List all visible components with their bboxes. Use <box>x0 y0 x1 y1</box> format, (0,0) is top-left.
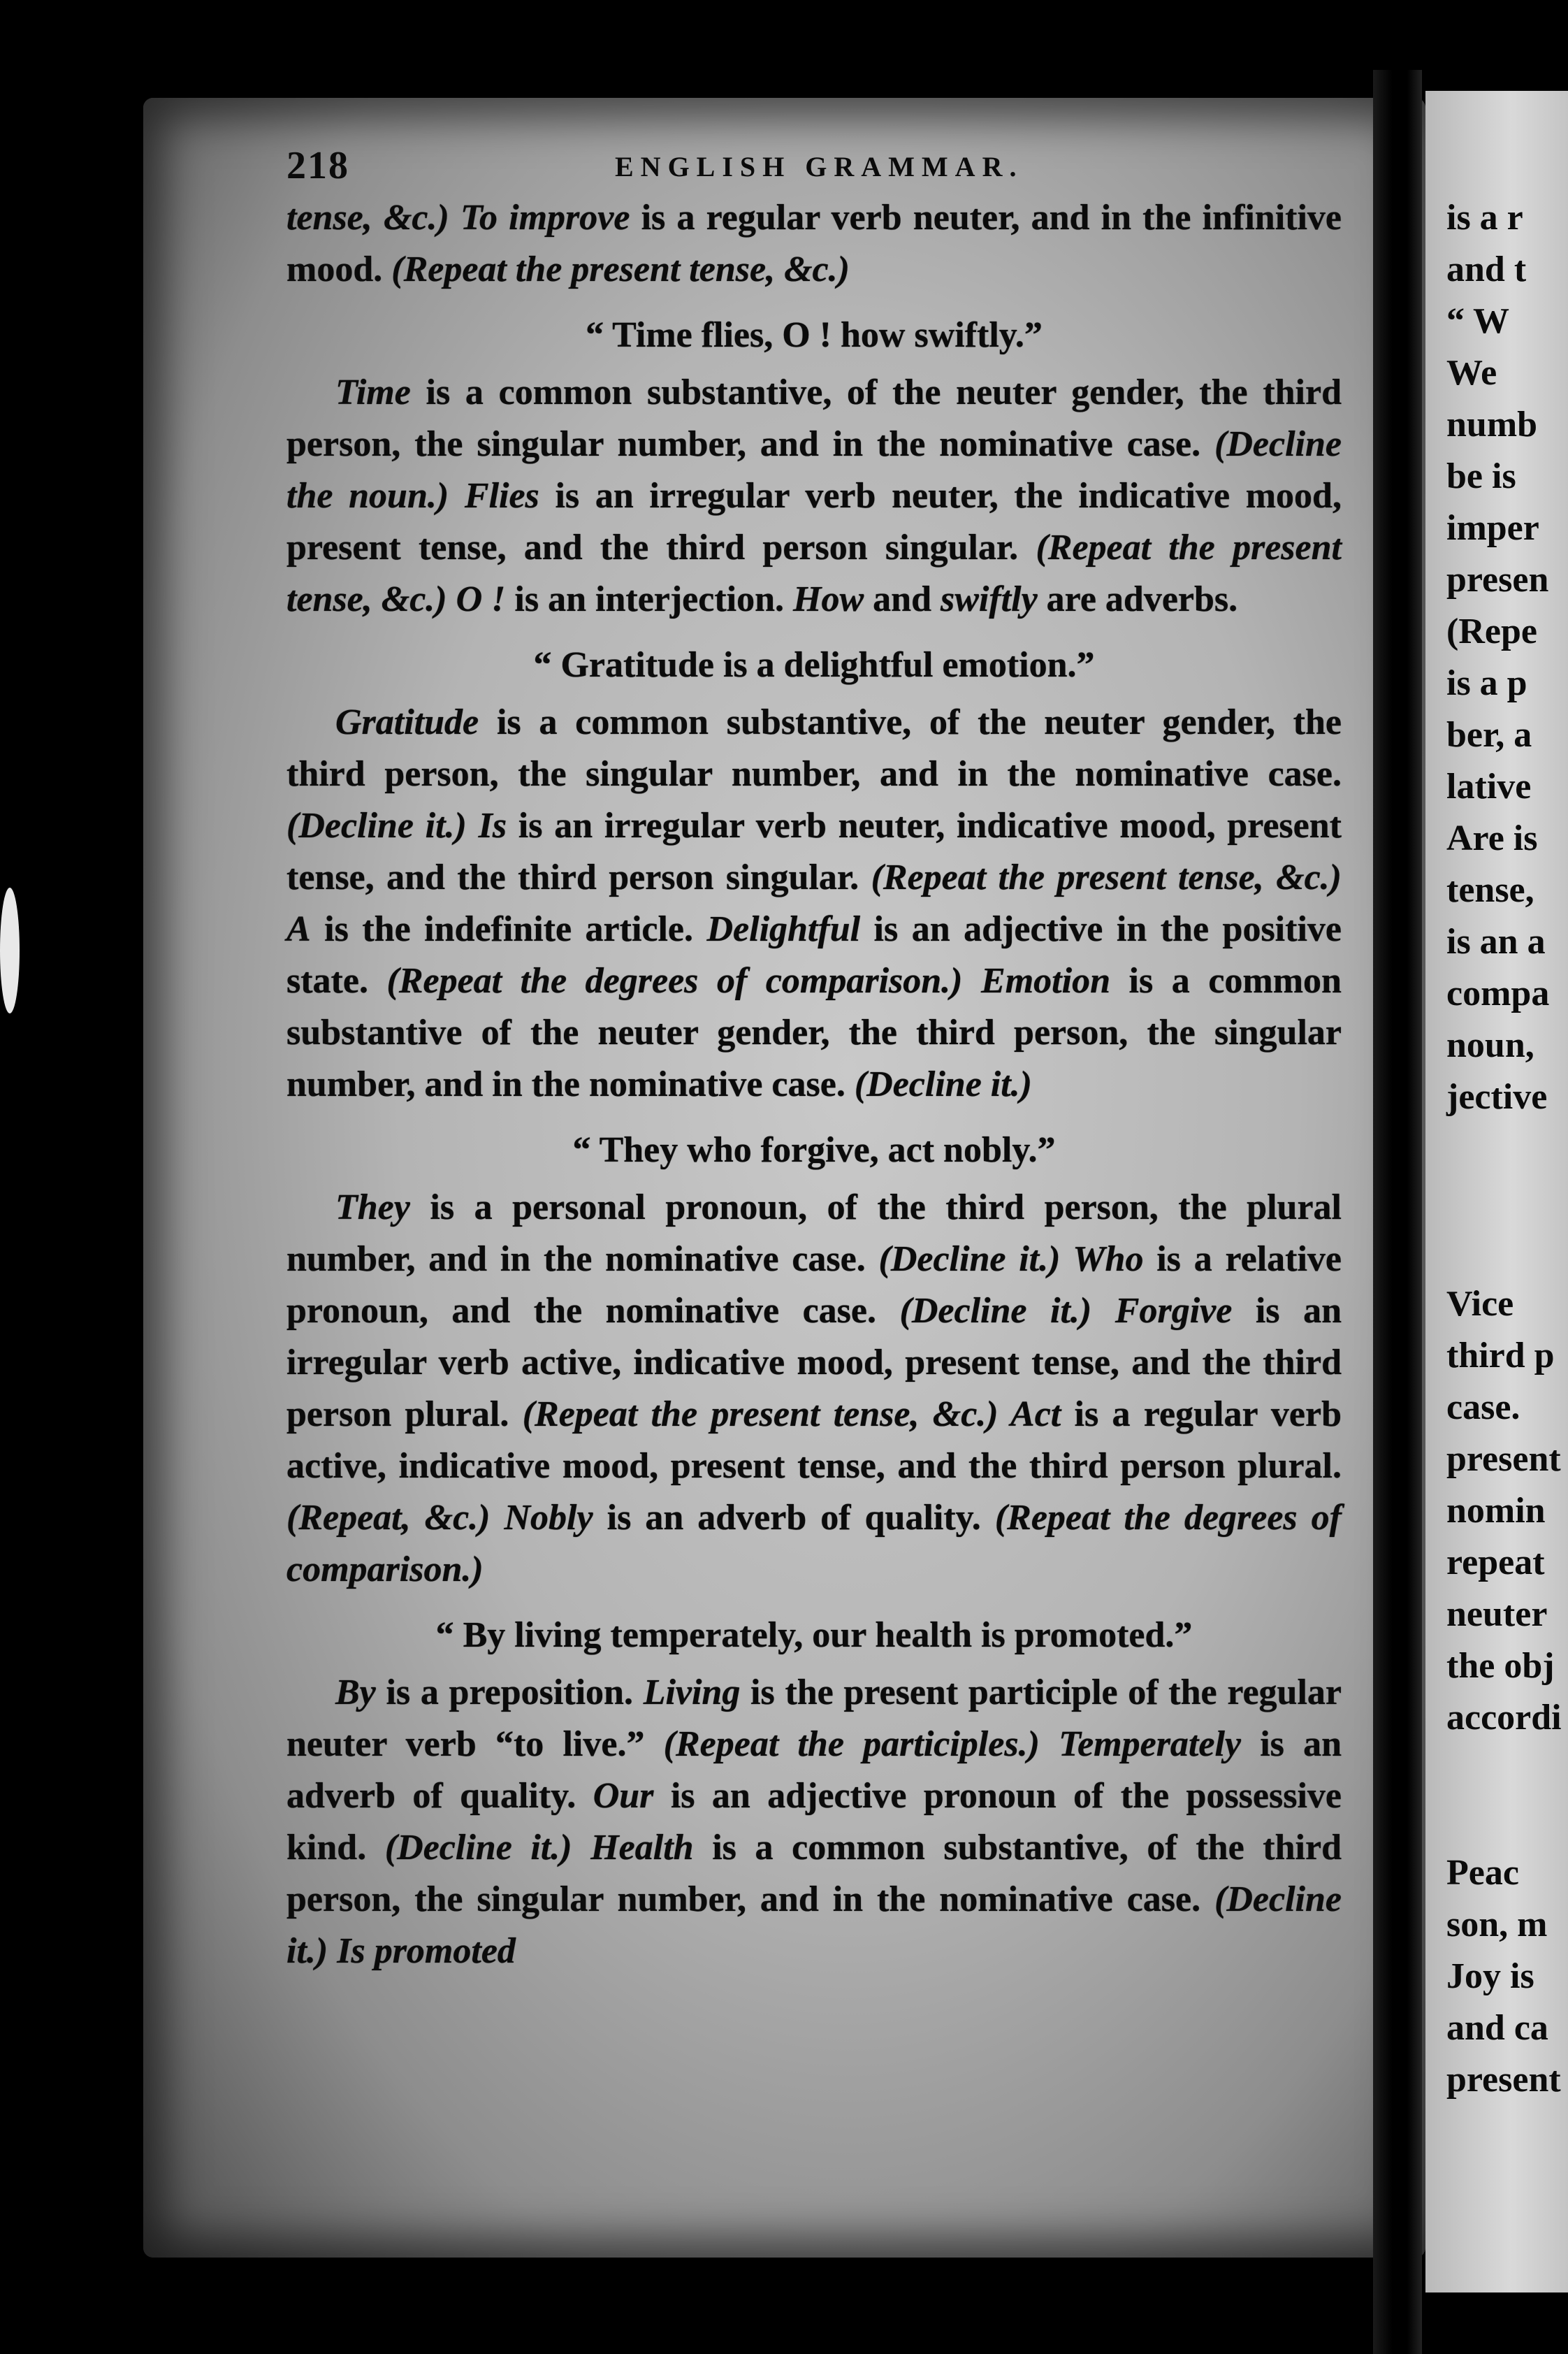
right-page-line: be is <box>1446 456 1516 496</box>
right-page-line: Joy is <box>1446 1956 1534 1996</box>
italic-text: Living <box>643 1673 741 1712</box>
scan-border <box>0 0 1568 105</box>
right-page-line: We <box>1446 353 1497 393</box>
italic-text: tense, &c.) <box>286 198 449 238</box>
right-page-line: third p <box>1446 1336 1555 1375</box>
right-page-line: present <box>1446 1439 1561 1479</box>
right-page-line: compa <box>1446 974 1550 1013</box>
body-text: and <box>864 579 941 619</box>
example-sentence: “ By living temperately, our health is promoted.” <box>435 1615 1193 1655</box>
right-page-line <box>1446 1227 1568 1278</box>
right-page-line: is a r <box>1446 198 1523 238</box>
body-text: is a relative pronoun, and the nominative case. <box>286 1239 1342 1331</box>
right-page-line: jective <box>1446 1077 1548 1117</box>
book-gutter <box>1373 70 1422 2354</box>
italic-text: Is promoted <box>328 1931 516 1971</box>
right-page-line: the obj <box>1446 1646 1555 1686</box>
right-page-line: and ca <box>1446 2008 1548 2048</box>
right-page-line: tense, <box>1446 870 1534 910</box>
page-body <box>286 192 1342 1977</box>
paragraph-continuation <box>286 192 1342 296</box>
italic-text: Time <box>335 373 411 412</box>
right-page-line: case. <box>1446 1387 1520 1427</box>
body-text: is a regular verb active, indicative mood, present tense, and the third person plural. <box>286 1394 1342 1486</box>
right-page-line: son, m <box>1446 1905 1548 1944</box>
page-number: 218 <box>286 144 349 187</box>
example-sentence: “ Gratitude is a delightful emotion.” <box>533 645 1095 685</box>
page-header <box>286 143 1356 192</box>
body-text: is a regular verb neuter, and in the infinitive mood. <box>286 198 1342 289</box>
italic-text: By <box>335 1673 376 1712</box>
right-page-line: neuter <box>1446 1594 1548 1634</box>
italic-text: They <box>335 1187 410 1227</box>
italic-text: To improve <box>449 198 630 238</box>
italic-text: (Decline it.) <box>286 1879 1342 1971</box>
right-page-line: nomin <box>1446 1491 1546 1531</box>
italic-text: Forgive <box>1091 1291 1233 1331</box>
body-text: is an adverb of quality. <box>593 1498 995 1538</box>
right-page-text-fragments <box>1446 192 1568 2106</box>
italic-text: O ! <box>447 579 506 619</box>
right-page-line: numb <box>1446 405 1538 445</box>
right-page-line: accordi <box>1446 1698 1562 1738</box>
body-text: is the present participle of the regular neuter verb “to live.” <box>286 1673 1342 1764</box>
body-text: is the indefinite article. <box>310 909 707 949</box>
paper-stain <box>0 888 20 1013</box>
right-page-line: ber, a <box>1446 715 1532 755</box>
right-page-line: and t <box>1446 250 1527 289</box>
body-text: is a common substantive, of the neuter gender, the third person, the singular number, and in the nominative case. <box>286 373 1342 464</box>
italic-text: Nobly <box>490 1498 593 1538</box>
italic-text: (Repeat the present tense, &c.) <box>286 528 1342 619</box>
italic-text: (Repeat the present tense, &c.) <box>871 858 1342 897</box>
body-text: is a preposition. <box>375 1673 644 1712</box>
body-text: is an irregular verb active, indicative mood, present tense, and the third person plural. <box>286 1291 1342 1434</box>
body-text: is a common substantive, of the neuter gender, the third person, the singular number, and in the nominative case. <box>286 702 1342 794</box>
italic-text: (Repeat the degrees of comparison.) <box>386 961 963 1001</box>
right-page-line: imper <box>1446 508 1539 548</box>
italic-text: (Decline it.) <box>286 806 467 846</box>
right-page-line: present <box>1446 2060 1561 2100</box>
italic-text: Flies <box>449 476 539 516</box>
italic-text: Temperately <box>1039 1724 1241 1764</box>
italic-text: Who <box>1060 1239 1144 1279</box>
italic-text: (Decline the noun.) <box>286 424 1342 516</box>
body-text: is an interjection. <box>505 579 794 619</box>
example-sentence: “ They who forgive, act nobly.” <box>572 1130 1056 1170</box>
italic-text: swiftly <box>941 579 1038 619</box>
right-page-line: noun, <box>1446 1025 1534 1065</box>
italic-text: Delightful <box>706 909 861 949</box>
italic-text: Emotion <box>962 961 1110 1001</box>
parsing-paragraph <box>286 1182 1342 1596</box>
right-page-line: presen <box>1446 560 1549 600</box>
body-text: is an irregular verb neuter, the indicative mood, present tense, and the third person singular. <box>286 476 1342 568</box>
right-page-line: repeat <box>1446 1543 1545 1582</box>
italic-text: A <box>286 909 311 949</box>
italic-text: Gratitude <box>335 702 479 742</box>
right-page-line: Peac <box>1446 1853 1519 1893</box>
italic-text: (Decline it.) <box>878 1239 1061 1279</box>
right-page-line: is a p <box>1446 663 1527 703</box>
right-page-line: “ W <box>1446 301 1510 341</box>
parsing-paragraph <box>286 367 1342 626</box>
parsing-paragraph <box>286 697 1342 1111</box>
italic-text: (Repeat the present tense, &c.) <box>391 250 850 289</box>
right-page-line <box>1446 1744 1568 1796</box>
right-page-line <box>1446 1123 1568 1175</box>
right-page-line: lative <box>1446 767 1532 807</box>
italic-text: (Repeat the degrees of comparison.) <box>286 1498 1342 1589</box>
body-text: is an adverb of quality. <box>286 1724 1342 1816</box>
body-text: is an adjective in the positive state. <box>286 909 1342 1001</box>
right-page-line: Vice <box>1446 1284 1514 1324</box>
right-page-line: Are is <box>1446 818 1538 858</box>
parsing-paragraph <box>286 1667 1342 1977</box>
italic-text: Health <box>572 1828 694 1868</box>
body-text: are adverbs. <box>1037 579 1238 619</box>
italic-text: (Decline it.) <box>899 1291 1092 1331</box>
right-page-line <box>1446 1175 1568 1227</box>
body-text: is an adjective pronoun of the possessive kind. <box>286 1776 1342 1868</box>
running-head: ENGLISH GRAMMAR. <box>615 151 1024 182</box>
body-text: is a common substantive, of the third person, the singular number, and in the nominative case. <box>286 1828 1342 1919</box>
right-page-line <box>1446 1796 1568 1847</box>
right-page-line: (Repe <box>1446 612 1537 651</box>
italic-text: How <box>793 579 864 619</box>
italic-text: (Decline it.) <box>854 1064 1032 1104</box>
body-text: is an irregular verb neuter, indicative mood, present tense, and the third person singular. <box>286 806 1342 897</box>
italic-text: Is <box>466 806 507 846</box>
italic-text: Our <box>593 1776 654 1816</box>
body-text: is a common substantive of the neuter gender, the third person, the singular number, and in the nominative case. <box>286 961 1342 1104</box>
italic-text: (Decline it.) <box>384 1828 572 1868</box>
right-page-line: is an a <box>1446 922 1546 962</box>
italic-text: Act <box>998 1394 1061 1434</box>
example-sentence: “ Time flies, O ! how swiftly.” <box>586 315 1043 355</box>
italic-text: (Repeat the present tense, &c.) <box>522 1394 999 1434</box>
italic-text: (Repeat the participles.) <box>663 1724 1040 1764</box>
italic-text: (Repeat, &c.) <box>286 1498 491 1538</box>
body-text: is a personal pronoun, of the third person, the plural number, and in the nominative case. <box>286 1187 1342 1279</box>
